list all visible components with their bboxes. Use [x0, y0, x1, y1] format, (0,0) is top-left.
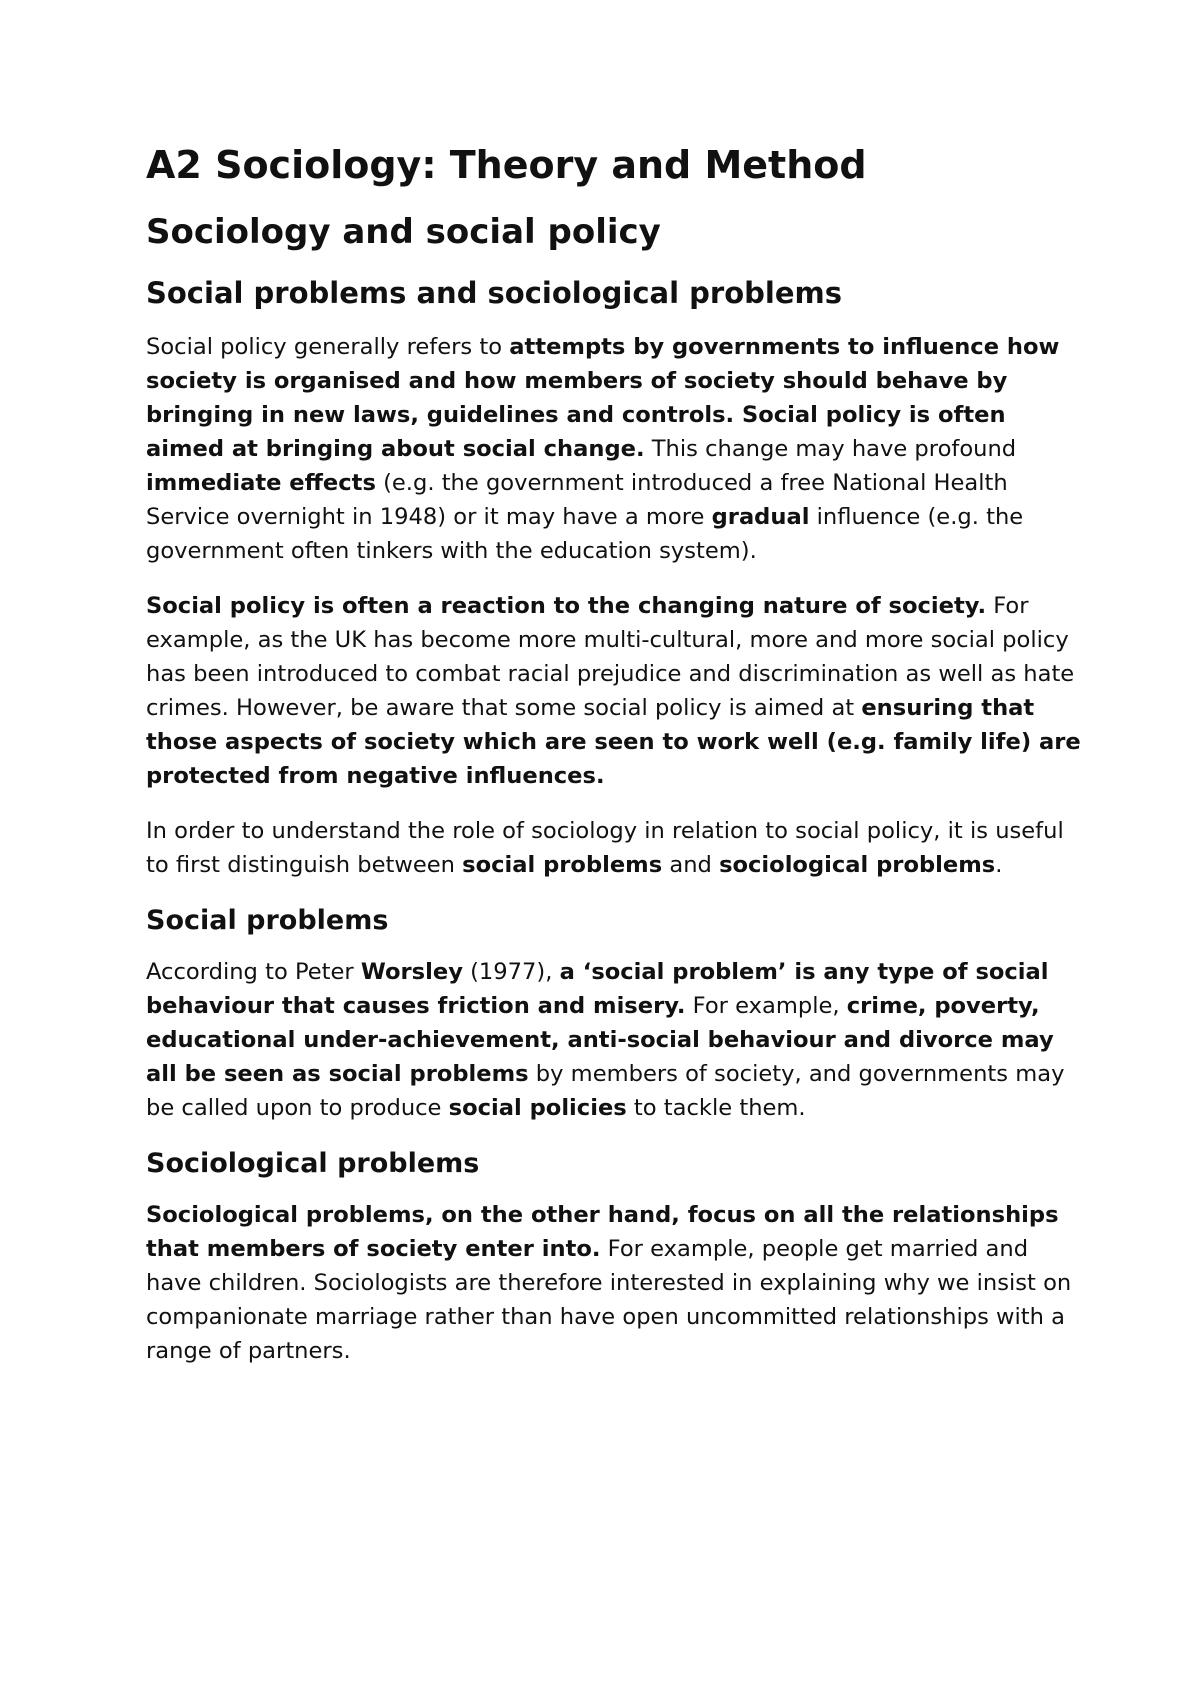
bold-text-run: social policies — [448, 1095, 627, 1121]
text-run: Social policy generally refers to — [146, 334, 510, 360]
bold-text-run: immediate effects — [146, 470, 376, 496]
document-page — [146, 142, 1086, 1389]
text-run: This change may have profound — [644, 436, 1017, 462]
text-run: According to Peter — [146, 959, 361, 985]
bold-text-run: crime, poverty, educational under-achievement, anti-social behaviour and divorce may all be seen as social problems — [146, 993, 1054, 1087]
text-run: and — [662, 852, 720, 878]
text-run: by members of society, and governments may be called upon to produce — [146, 1061, 1065, 1121]
bold-text-run: Social policy is often a reaction to the changing nature of society. — [146, 593, 987, 619]
bold-text-run: Sociological problems, on the other hand, focus on all the relationships that members of society enter into. — [146, 1202, 1059, 1262]
text-run: (1977), — [462, 959, 560, 985]
sociological-problems-heading: Sociological problems — [146, 1148, 480, 1179]
bold-text-run: attempts by governments to influence how society is organised and how members of society should behave by bringing in new laws, guidelines and controls. Social policy is often aimed at bringing about social change. — [146, 334, 1060, 462]
text-run: influence (e.g. the government often tinkers with the education system). — [146, 504, 1024, 564]
document-subtitle: Sociology and social policy — [146, 212, 661, 252]
paragraph-social-policy-definition — [146, 330, 1086, 568]
text-run: to tackle them. — [626, 1095, 806, 1121]
bold-text-run: gradual — [711, 504, 810, 530]
text-run: For example, as the UK has become more multi-cultural, more and more social policy has been introduced to combat racial prejudice and discrimination as well as hate crimes. However, be aware that some social policy is aimed at — [146, 593, 1075, 721]
text-run: . — [995, 852, 1003, 878]
paragraph-distinction-intro — [146, 814, 1086, 882]
bold-text-run: ensuring that those aspects of society which are seen to work well (e.g. family life) are protected from negative influences. — [146, 695, 1081, 789]
text-run: For example, — [685, 993, 847, 1019]
document-title: A2 Sociology: Theory and Method — [146, 143, 867, 187]
text-run: (e.g. the government introduced a free National Health Service overnight in 1948) or it may have a more — [146, 470, 1008, 530]
bold-text-run: social problems — [462, 852, 663, 878]
paragraph-social-policy-reaction — [146, 589, 1086, 793]
social-problems-heading: Social problems — [146, 905, 389, 936]
paragraph-social-problems — [146, 955, 1086, 1125]
paragraph-sociological-problems — [146, 1198, 1086, 1368]
bold-text-run: Worsley — [360, 959, 463, 985]
bold-text-run: a ‘social problem’ is any type of social behaviour that causes friction and misery. — [146, 959, 1049, 1019]
text-run: In order to understand the role of sociology in relation to social policy, it is useful to first distinguish between — [146, 818, 1064, 878]
text-run: For example, people get married and have children. Sociologists are therefore interested in explaining why we insist on companionate marriage rather than have open uncommitted relationships with a range of partners. — [146, 1236, 1072, 1364]
section-heading: Social problems and sociological problems — [146, 276, 842, 310]
bold-text-run: sociological problems — [719, 852, 996, 878]
